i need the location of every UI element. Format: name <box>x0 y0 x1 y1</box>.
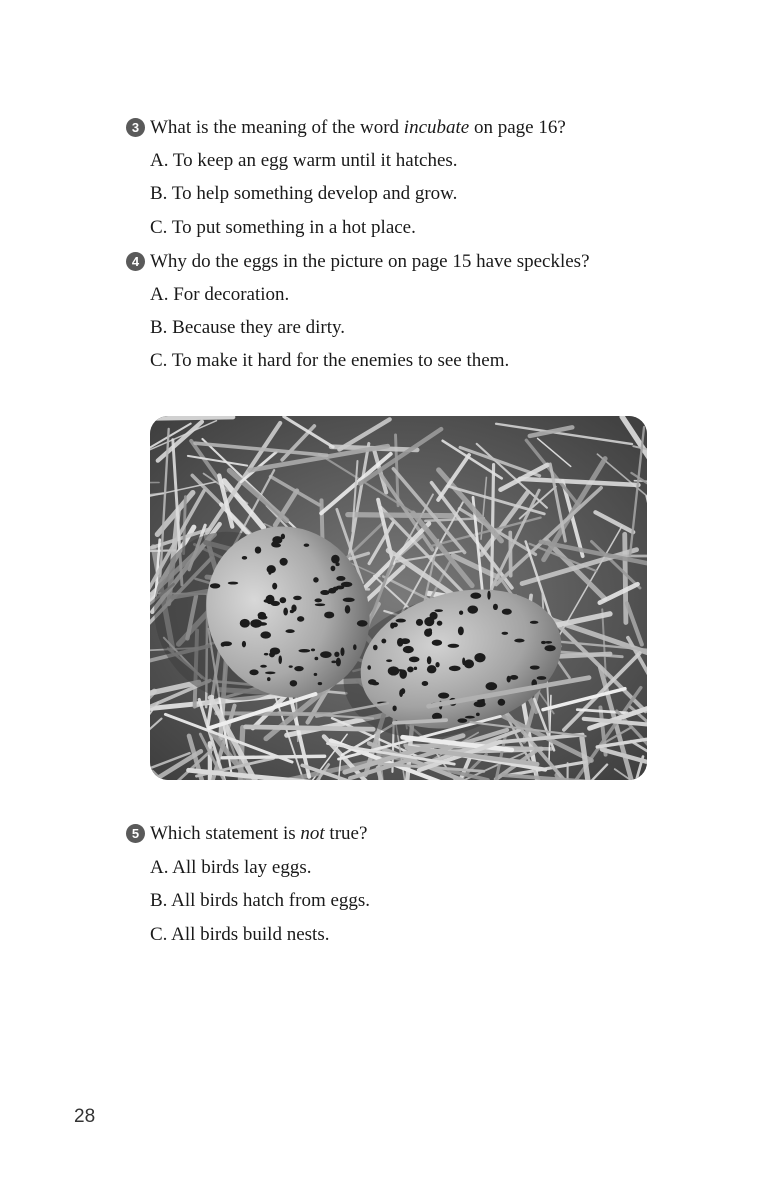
egg-speckle <box>265 671 276 674</box>
egg-speckle <box>315 603 325 606</box>
egg-speckle <box>335 562 339 566</box>
egg-speckle <box>311 648 315 651</box>
egg-speckle <box>291 604 296 611</box>
option-5c: C. All birds build nests. <box>150 924 330 945</box>
egg-speckle <box>264 653 269 656</box>
egg-speckle <box>493 604 498 610</box>
egg-speckle <box>285 629 294 633</box>
option-5a: A. All birds lay eggs. <box>150 857 312 878</box>
egg-speckle <box>476 713 480 717</box>
egg-speckle <box>401 688 406 694</box>
egg-speckle <box>318 682 322 685</box>
nest-illustration <box>150 416 647 780</box>
egg-speckle <box>459 610 463 614</box>
egg-speckle <box>242 556 247 560</box>
egg-speckle <box>271 541 278 547</box>
egg-speckle <box>537 676 547 680</box>
straw-strand <box>625 534 626 622</box>
egg-speckle <box>320 651 332 658</box>
egg-speckle <box>381 639 386 644</box>
egg-speckle <box>530 665 540 669</box>
egg-speckle <box>315 598 322 602</box>
egg-speckle <box>386 659 392 662</box>
egg-speckle <box>367 665 371 670</box>
egg-speckle <box>289 665 293 667</box>
egg-speckle <box>345 605 351 614</box>
egg-speckle <box>396 619 406 623</box>
egg-speckle <box>258 615 268 620</box>
egg-speckle <box>280 597 287 603</box>
egg-speckle <box>260 665 267 668</box>
egg-speckle <box>427 665 437 673</box>
egg-speckle <box>280 558 288 566</box>
egg-speckle <box>240 619 250 628</box>
egg-speckle <box>340 647 344 656</box>
egg-speckle <box>544 645 555 651</box>
egg-speckle <box>392 705 396 711</box>
egg-speckle <box>486 682 498 690</box>
egg-speckle <box>409 657 420 663</box>
question-3 <box>126 116 566 140</box>
egg-speckle <box>390 622 394 628</box>
question-text: Why do the eggs in the picture on page 15 have speckles? <box>150 251 590 272</box>
egg-speckle <box>320 590 329 595</box>
egg-speckle <box>304 543 310 546</box>
egg-speckle <box>427 656 432 664</box>
egg-speckle <box>458 626 464 635</box>
egg-speckle <box>403 646 414 653</box>
egg-speckle <box>368 679 376 685</box>
egg-speckle <box>255 546 261 553</box>
egg-speckle <box>510 675 519 680</box>
egg-speckle <box>416 619 423 626</box>
egg-speckle <box>432 640 442 646</box>
egg-speckle <box>422 681 429 686</box>
option-5b: B. All birds hatch from eggs. <box>150 890 371 911</box>
egg-speckle <box>272 583 277 590</box>
egg-speckle <box>502 632 509 635</box>
egg-speckle <box>507 676 511 683</box>
question-number-badge: 4 <box>126 252 145 271</box>
egg-speckle <box>271 601 280 606</box>
egg-speckle <box>260 631 271 638</box>
egg-speckle <box>336 576 345 581</box>
egg-speckle <box>331 661 336 664</box>
straw-strand <box>150 417 233 419</box>
egg-speckle <box>434 609 443 612</box>
egg-speckle <box>267 677 271 681</box>
egg-speckle <box>250 619 262 627</box>
question-4 <box>126 250 590 274</box>
egg-speckle <box>474 653 485 662</box>
egg-speckle <box>357 620 368 626</box>
egg-speckle <box>481 699 485 705</box>
egg-speckle <box>437 621 443 626</box>
egg-speckle <box>462 657 465 665</box>
question-text: What is the meaning of the word <box>150 117 404 138</box>
page-number: 28 <box>74 1106 96 1127</box>
option-4a: A. For decoration. <box>150 284 290 305</box>
egg-speckle <box>314 657 318 661</box>
egg-speckle <box>278 655 282 664</box>
option-3a: A. To keep an egg warm until it hatches. <box>150 150 458 171</box>
question-emphasis: incubate <box>403 117 470 138</box>
egg-speckle <box>313 577 319 582</box>
question-text: Which statement is <box>150 823 301 844</box>
egg-speckle <box>294 666 303 671</box>
egg-speckle <box>336 585 344 589</box>
egg-speckle <box>457 718 467 722</box>
egg-speckle <box>428 628 432 633</box>
egg-speckle <box>228 582 239 585</box>
egg-speckle <box>407 667 414 673</box>
egg-speckle <box>465 716 475 719</box>
eggs-in-nest-photo <box>150 416 647 780</box>
egg-speckle <box>210 583 220 588</box>
egg-speckle <box>324 612 334 619</box>
question-5 <box>126 822 367 846</box>
egg-speckle <box>283 608 288 616</box>
question-emphasis: not <box>300 823 325 844</box>
egg-speckle <box>502 609 512 615</box>
egg-speckle <box>467 605 478 613</box>
egg-speckle <box>373 645 378 651</box>
egg-speckle <box>414 667 417 670</box>
egg-speckle <box>334 652 339 657</box>
question-text-end: true? <box>324 823 368 844</box>
egg-speckle <box>530 621 539 624</box>
egg-speckle <box>498 699 506 706</box>
egg-speckle <box>270 647 280 654</box>
straw-strand <box>246 727 374 729</box>
egg-speckle <box>353 644 357 650</box>
question-number-badge: 3 <box>126 118 145 137</box>
option-4c: C. To make it hard for the enemies to see them. <box>150 350 510 371</box>
egg-speckle <box>430 612 438 620</box>
egg-speckle <box>470 593 481 599</box>
egg-speckle <box>448 644 460 648</box>
egg-speckle <box>221 642 225 646</box>
egg-speckle <box>298 649 310 653</box>
option-4b: B. Because they are dirty. <box>150 317 346 338</box>
egg-speckle <box>297 616 304 622</box>
straw-strand <box>348 515 453 516</box>
question-number-badge: 5 <box>126 824 145 843</box>
egg-speckle <box>314 673 318 676</box>
egg-speckle <box>328 588 336 594</box>
egg-speckle <box>464 659 474 668</box>
egg-speckle <box>435 662 439 667</box>
option-3b: B. To help something develop and grow. <box>150 183 458 204</box>
egg-speckle <box>487 591 490 600</box>
egg-speckle <box>514 639 524 643</box>
egg-speckle <box>336 658 341 667</box>
egg-speckle <box>331 555 339 564</box>
option-3c: C. To put something in a hot place. <box>150 217 416 238</box>
egg-speckle <box>242 641 246 648</box>
egg-speckle <box>331 566 336 572</box>
egg-speckle <box>438 693 449 699</box>
straw-strand <box>222 756 324 758</box>
egg-speckle <box>343 598 355 602</box>
egg-speckle <box>268 570 271 574</box>
egg-speckle <box>545 641 552 644</box>
egg-speckle <box>293 596 302 600</box>
egg-speckle <box>397 638 403 647</box>
egg-speckle <box>249 669 258 675</box>
egg-speckle <box>290 680 297 686</box>
question-text-end: on page 16? <box>469 117 566 138</box>
egg-speckle <box>388 666 399 675</box>
egg-speckle <box>449 666 461 671</box>
